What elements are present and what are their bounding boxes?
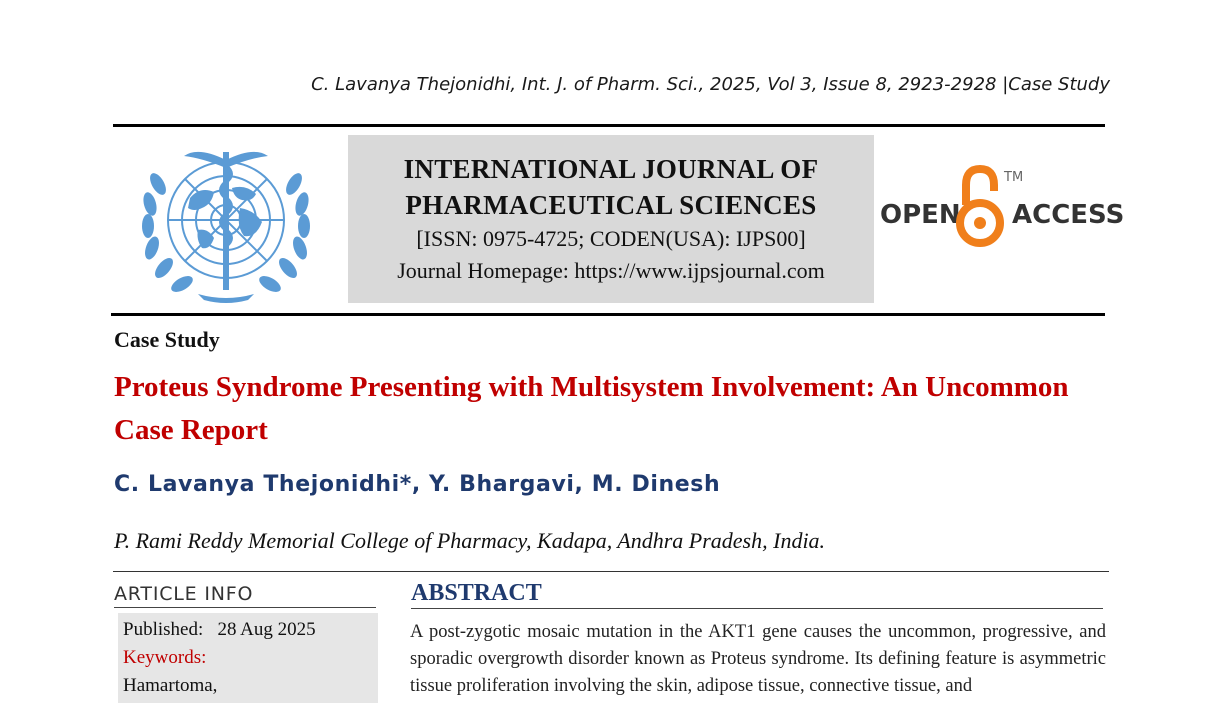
author-affiliation: P. Rami Reddy Memorial College of Pharmacy, Kadapa, Andhra Pradesh, India. (114, 528, 826, 553)
keywords-label: Keywords: (123, 647, 207, 668)
article-title: Proteus Syndrome Presenting with Multisystem Involvement: An Uncommon Case Report (114, 371, 1069, 446)
journal-title-line2: PHARMACEUTICAL SCIENCES (405, 190, 817, 220)
keyword-item: Hamartoma, (123, 675, 218, 696)
published-label: Published: (123, 619, 204, 640)
journal-emblem-icon (128, 138, 324, 306)
published-line (123, 616, 373, 644)
author-list: C. Lavanya Thejonidhi*, Y. Bhargavi, M. Dinesh (114, 472, 721, 497)
published-date: 28 Aug 2025 (217, 619, 316, 640)
article-info-box (118, 613, 378, 703)
header-rule-bottom (111, 313, 1105, 316)
journal-title-line1: INTERNATIONAL JOURNAL OF (403, 154, 819, 184)
journal-homepage: Journal Homepage: https://www.ijpsjournal.com (397, 258, 825, 283)
abstract-heading: ABSTRACT (411, 580, 1103, 609)
open-access-right-text: ACCESS (1012, 200, 1125, 230)
trademark-label: TM (1004, 170, 1024, 185)
open-access-icon (880, 165, 1125, 255)
running-head: C. Lavanya Thejonidhi, Int. J. of Pharm. Sci., 2025, Vol 3, Issue 8, 2923-2928 |Case Study (311, 74, 1110, 95)
article-type: Case Study (114, 327, 220, 352)
abstract-text: A post-zygotic mosaic mutation in the AKT1 gene causes the uncommon, progressive, and sporadic overgrowth disorder known as Proteus syndrome. Its defining feature is asymmetric tissue proliferation involving the skin, adipose tissue, connective tissue, and (410, 622, 1106, 696)
header-rule-top (113, 124, 1105, 127)
journal-masthead (348, 135, 874, 303)
open-access-left-text: OPEN (880, 200, 961, 230)
journal-issn: [ISSN: 0975-4725; CODEN(USA): IJPS00] (416, 226, 806, 251)
article-info-heading: ARTICLE INFO (114, 583, 376, 608)
section-divider (113, 571, 1109, 572)
